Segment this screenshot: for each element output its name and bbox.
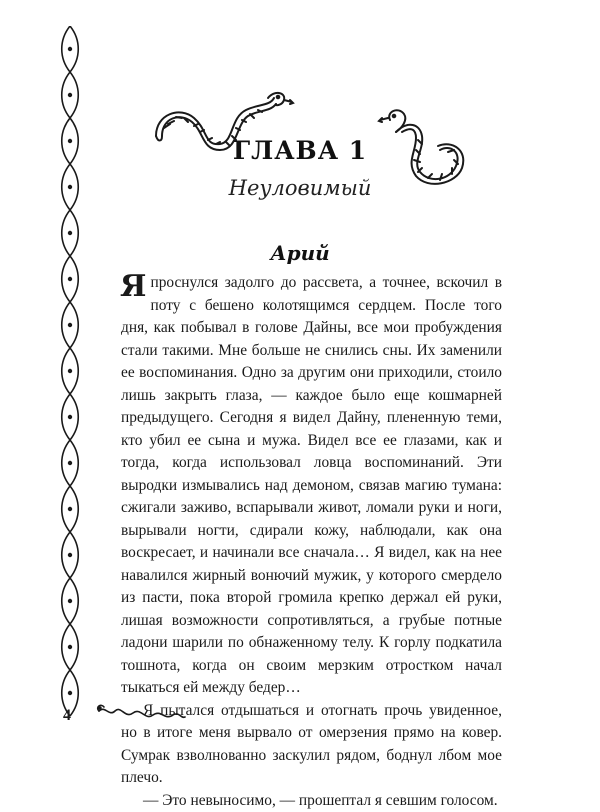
footer-snake-ornament bbox=[95, 697, 187, 727]
vine-dot bbox=[68, 93, 72, 97]
vine-dot bbox=[68, 277, 72, 281]
paragraph-3: — Это невыносимо, — прошептал я севшим голосом. bbox=[121, 790, 502, 812]
chapter-subtitle: Неуловимый bbox=[160, 176, 440, 200]
vine-dot bbox=[68, 553, 72, 557]
vine-dot bbox=[68, 599, 72, 603]
drop-cap: Я bbox=[120, 274, 146, 300]
paragraph-1 bbox=[121, 272, 502, 700]
body-text bbox=[121, 272, 502, 812]
section-title: Арий bbox=[240, 241, 360, 265]
paragraph-1-text: проснулся задолго до рассвета, а точнее, вскочил в поту с бешено колотящимся сердцем. После того дня, как побывал в голове Дайны, все мои пробуждения стали такими. Мне больше не снились сны. Их заменили ее воспоминания. Однo за другим они приходили, стоило лишь закрыть глаза, — каждое было еще кошмарней предыдущего. Сегодня я видел Дайну, плененную теми, кто убил ее сына и мужа. Видел все ее глазами, как и тогда, когда использовал ловца воспоминаний. Эти выродки измывались над демоном, связав магию тумана: сжигали заживо, вспарывали живот, ломали руки и ноги, вырывали ногти, сдирали кожу, наблюдали, как она воскресает, и начинали все сначала… Я видел, как на нее навалился жирный вонючий мужик, у которого смердело из пасти, пока второй громила крепко держал ей руки, лишая возможности сопротивляться, а грубые потные ладони шарили по обнаженному телу. К горлу подкатила тошнота, когда он своим мерзким отростком начал тыкаться ей между бедер… bbox=[121, 274, 502, 696]
vine-dot bbox=[68, 231, 72, 235]
vine-dot bbox=[68, 47, 72, 51]
page-number: 4 bbox=[63, 707, 71, 725]
decorative-vine-border bbox=[48, 26, 92, 716]
vine-dot bbox=[68, 323, 72, 327]
vine-dot bbox=[68, 369, 72, 373]
paragraph-2: Я пытался отдышаться и отогнать прочь увиденное, но в итоге меня вырвало от омерзения прямо на ковер. Сумрак взволнованно заскулил рядом, боднул лбом мое плечо. bbox=[121, 700, 502, 790]
vine-dot bbox=[68, 507, 72, 511]
vine-dot bbox=[68, 139, 72, 143]
vine-dot bbox=[68, 415, 72, 419]
vine-dot bbox=[68, 645, 72, 649]
vine-dot bbox=[68, 691, 72, 695]
vine-dot bbox=[68, 461, 72, 465]
chapter-heading: ГЛАВА 1 bbox=[210, 136, 390, 165]
vine-dot bbox=[68, 185, 72, 189]
